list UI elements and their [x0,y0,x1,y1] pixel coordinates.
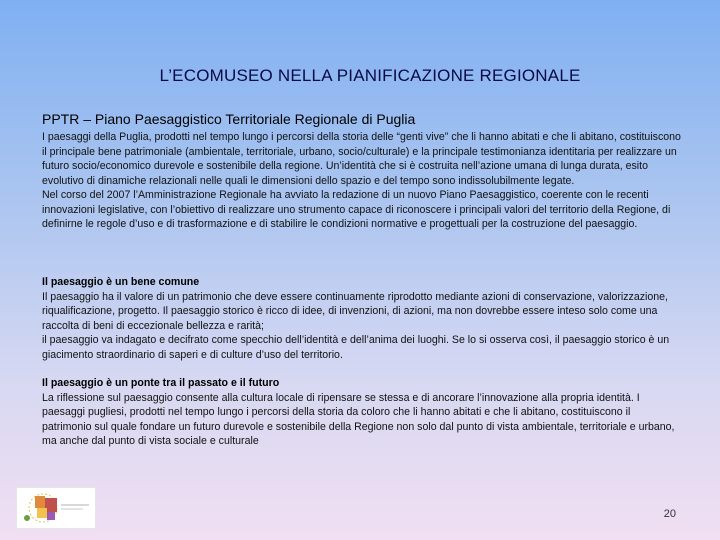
intro-paragraph-1: I paesaggi della Puglia, prodotti nel tempo lungo i percorsi della storia delle “genti vive” che li hanno abitati e che li abitano, costituiscono il principale bene patrimoniale (ambientale, territoriale, urbano, socio/culturale) e la principale testimonianza identitaria per realizzare un futuro socio/economico durevole e sostenibile della regione. Un’identità che si è costruita nell’azione umana di lunga durata, esito evolutivo di dinamiche relazionali nelle quali le dimensioni dello spazio e del tempo sono indissolubilmente legate. [42,131,681,187]
bene-comune-paragraph-2: il paesaggio va indagato e decifrato come specchio dell’identità e dell’anima dei luoghi. Se lo si osserva così, il paesaggio storico è un giacimento straordinario di saperi e di culture d’uso del territorio. [42,334,670,361]
ecomuseum-logo-icon [16,487,96,529]
section-heading-bene-comune: Il paesaggio è un bene comune [42,276,200,288]
section-intro [42,130,682,232]
logo-graphic [17,488,95,528]
slide-title: L’ECOMUSEO NELLA PIANIFICAZIONE REGIONALE [159,66,581,85]
bene-comune-paragraph-1: Il paesaggio ha il valore di un patrimonio che deve essere continuamente riprodotto mediante azioni di conservazione, valorizzazione, riqualificazione, progetto. Il paesaggio storico è ricco di idee, di invenzioni, di azioni, ma non dovrebbe essere inteso solo come una raccolta di beni di eccezionale bellezza e rarità; [42,290,668,332]
section-ponte [42,376,682,449]
section-heading-ponte: Il paesaggio è un ponte tra il passato e il futuro [42,377,280,389]
section-bene-comune [42,275,682,362]
slide-subtitle: PPTR – Piano Paesaggistico Territoriale Regionale di Puglia [42,111,416,127]
ponte-paragraph-1: La riflessione sul paesaggio consente alla cultura locale di ripensare se stessa e di ancorare l’innovazione alla propria identità. I paesaggi pugliesi, prodotti nel tempo lungo i percorsi della storia da coloro che li hanno abitati e che li abitano, costituiscono il patrimonio sul quale fondare un futuro durevole e sostenibile della Regione non solo dal punto di vista ambientale, territoriale e urbano, ma anche dal punto di vista sociale e culturale [42,391,675,447]
page-number: 20 [663,508,676,520]
intro-paragraph-2: Nel corso del 2007 l’Amministrazione Regionale ha avviato la redazione di un nuovo Piano Paesaggistico, coerente con le recenti innovazioni legislative, con l’obiettivo di realizzare uno strumento capace di riconoscere i principali valori del territorio della Regione, di definirne le regole d’uso e di trasformazione e di stabilire le condizioni normative e progettuali per la costruzione del paesaggio. [42,189,671,230]
